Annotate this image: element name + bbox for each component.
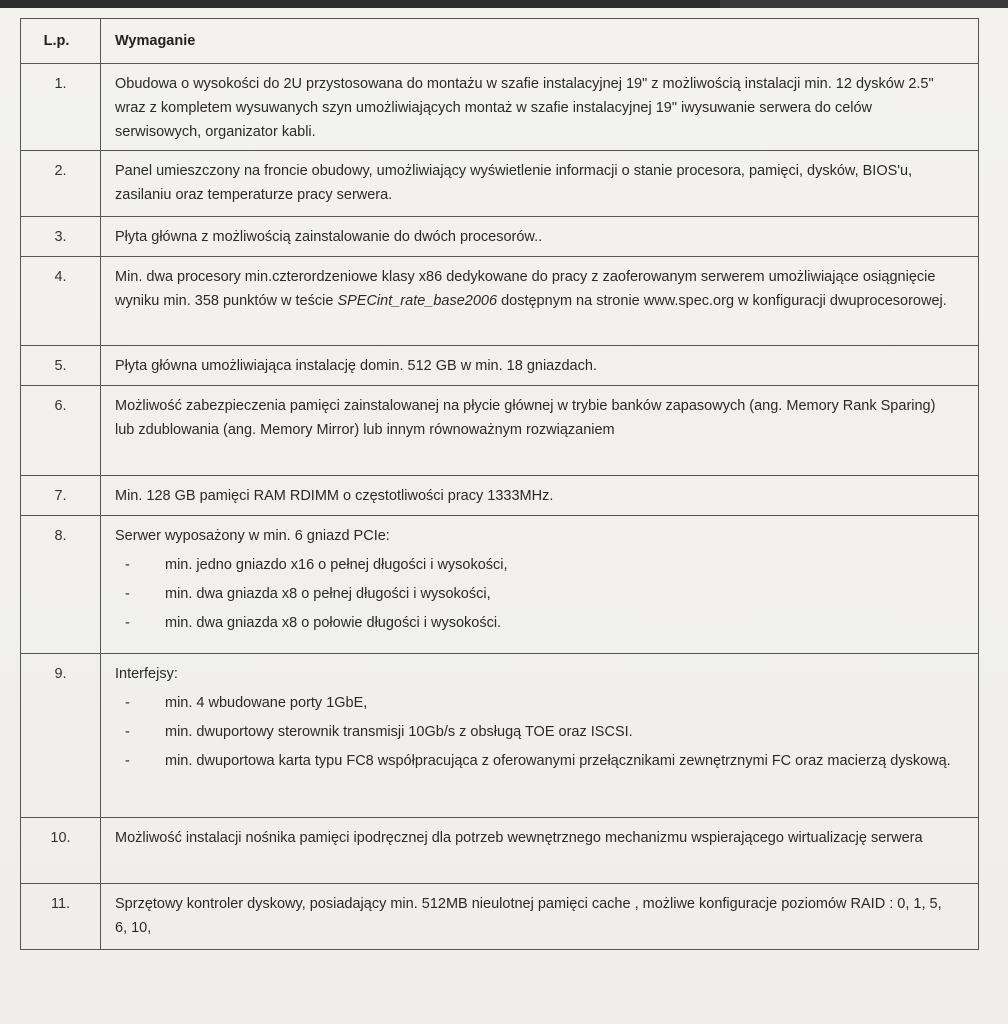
row-lead-text: Serwer wyposażony w min. 6 gniazd PCIe: bbox=[115, 528, 390, 544]
list-item: - min. dwa gniazda x8 o pełnej długości i wysokości, bbox=[125, 586, 491, 602]
row-text: Min. 128 GB pamięci RAM RDIMM o częstotliwości pracy 1333MHz. bbox=[101, 476, 979, 516]
table-row bbox=[21, 654, 979, 818]
row-text: Możliwość instalacji nośnika pamięci ipodręcznej dla potrzeb wewnętrznego mechanizmu wspierającego wirtualizację serwera bbox=[101, 818, 979, 884]
row-number: 6. bbox=[21, 386, 101, 476]
list-item: - min. jedno gniazdo x16 o pełnej długości i wysokości, bbox=[125, 557, 508, 573]
row-number: 7. bbox=[21, 476, 101, 516]
table-row bbox=[21, 386, 979, 476]
table-row bbox=[21, 476, 979, 516]
row-text: Płyta główna umożliwiająca instalację domin. 512 GB w min. 18 gniazdach. bbox=[101, 346, 979, 386]
row-number: 5. bbox=[21, 346, 101, 386]
row-number: 2. bbox=[21, 151, 101, 217]
header-requirement: Wymaganie bbox=[101, 19, 979, 64]
row-number: 10. bbox=[21, 818, 101, 884]
scan-top-edge bbox=[0, 0, 1008, 8]
table-row bbox=[21, 257, 979, 346]
requirements-table bbox=[20, 18, 979, 950]
row-number: 1. bbox=[21, 64, 101, 151]
table-row bbox=[21, 346, 979, 386]
row-text: Płyta główna z możliwością zainstalowanie do dwóch procesorów.. bbox=[101, 217, 979, 257]
row-text: Sprzętowy kontroler dyskowy, posiadający min. 512MB nieulotnej pamięci cache , możliwe konfiguracje poziomów RAID : 0, 1, 5, 6, 10, bbox=[101, 884, 979, 950]
row-lead-text: Interfejsy: bbox=[115, 666, 178, 682]
table-row bbox=[21, 151, 979, 217]
table-row bbox=[21, 64, 979, 151]
list-item: - min. 4 wbudowane porty 1GbE, bbox=[125, 695, 368, 711]
row-number: 3. bbox=[21, 217, 101, 257]
table-row bbox=[21, 217, 979, 257]
row-number: 11. bbox=[21, 884, 101, 950]
table-row bbox=[21, 516, 979, 654]
table-row bbox=[21, 884, 979, 950]
list-item: - min. dwa gniazda x8 o połowie długości i wysokości. bbox=[125, 615, 502, 631]
row-text: Min. dwa procesory min.czterordzeniowe klasy x86 dedykowane do pracy z zaoferowanym serwerem umożliwiające osiągnięcie wyniku min. 358 punktów w teście SPECint_rate_base2006 dostępnym na stronie www.spec.org w konfiguracji dwuprocesorowej. bbox=[101, 257, 979, 346]
row-text: Obudowa o wysokości do 2U przystosowana do montażu w szafie instalacyjnej 19" z możliwością instalacji min. 12 dysków 2.5" wraz z kompletem wysuwanych szyn umożliwiających montaż w szafie instalacyjnej 19" iwysuwanie serwera do celów serwisowych, organizator kabli. bbox=[101, 64, 979, 151]
list-item: - min. dwuportowa karta typu FC8 współpracująca z oferowanymi przełącznikami zewnętrznymi FC oraz macierzą dyskową. bbox=[125, 753, 951, 769]
list-item: - min. dwuportowy sterownik transmisji 10Gb/s z obsługą TOE oraz ISCSI. bbox=[125, 724, 633, 740]
row-number: 4. bbox=[21, 257, 101, 346]
table-row bbox=[21, 818, 979, 884]
row-text bbox=[101, 654, 979, 818]
row-text bbox=[101, 516, 979, 654]
row-text: Możliwość zabezpieczenia pamięci zainstalowanej na płycie głównej w trybie banków zapasowych (ang. Memory Rank Sparing) lub zdublowania (ang. Memory Mirror) lub innym równoważnym rozwiązaniem bbox=[101, 386, 979, 476]
row-number: 9. bbox=[21, 654, 101, 818]
row-number: 8. bbox=[21, 516, 101, 654]
row-text: Panel umieszczony na froncie obudowy, umożliwiający wyświetlenie informacji o stanie procesora, pamięci, dysków, BIOS'u, zasilaniu oraz temperaturze pracy serwera. bbox=[101, 151, 979, 217]
header-lp: L.p. bbox=[21, 19, 101, 64]
table-header-row bbox=[21, 19, 979, 64]
